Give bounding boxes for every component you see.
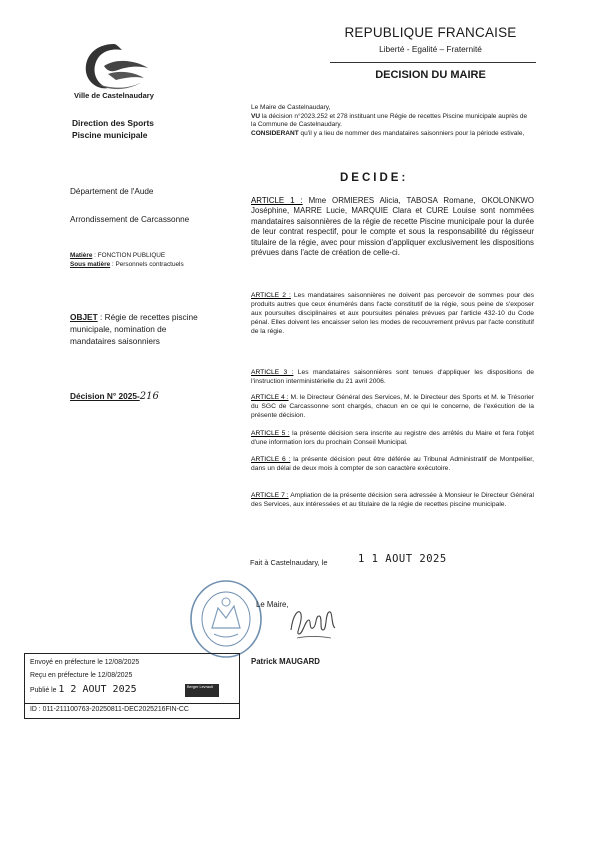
matiere: Matière : FONCTION PUBLIQUE: [70, 252, 166, 259]
article-1: ARTICLE 1 : Mme ORMIERES Alicia, TABOSA Romane, OKOLONKWO Joséphine, MARRE Lucie, MARQUIE Clara et CURE Louise sont nommées mandataires saisonnières de la régie de recette Piscine municipale pour la durée de leur contrat respectif, pour le compte et sous la responsabilité du régisseur titulaire de la régie, avec pour mission d'appliquer exclusivement les dispositions prévues dans l'acte de création de celle-ci.: [251, 196, 534, 258]
article-2: ARTICLE 2 : Les mandataires saisonnières ne doivent pas percevoir de sommes pour des produits autres que ceux énumérés dans l'acte constitutif de la régie, sous peine de s'exposer aux poursuites disciplinaires et aux poursuites pénales prévues par l'article 432-10 du Code pénal. Elles doivent les encaisser selon les modes de recouvrement prévus par l'acte constitutif de la régie.: [251, 292, 534, 335]
service-name: Direction des Sports Piscine municipale: [72, 118, 154, 140]
mayor-signature-icon: [285, 600, 340, 644]
arrondissement: Arrondissement de Carcassonne: [70, 215, 190, 224]
article-3: ARTICLE 3 : Les mandataires saisonnières sont tenues d'appliquer les dispositions de l'instruction interministérielle du 21 avril 2006.: [251, 369, 534, 385]
le-maire-label: Le Maire,: [256, 600, 289, 609]
stamp-badge: Berger Levrault: [185, 684, 219, 697]
article-7: ARTICLE 7 : Ampliation de la présente décision sera adressée à Monsieur le Directeur Général des Services, aux intéressées et au titulaire de la régie de recettes piscine municipale.: [251, 492, 534, 508]
article-6: ARTICLE 6 : la présente décision peut être déférée au Tribunal Administratif de Montpellier, dans un délai de deux mois à compter de son caractère exécutoire.: [251, 456, 534, 472]
town-logo-icon: [74, 40, 164, 94]
article-5: ARTICLE 5 : la présente décision sera inscrite au registre des arrêtés du Maire et fera l'objet d'une information lors du prochain Conseil Municipal.: [251, 430, 534, 446]
stamp-id: ID : 011-211100763-20250811-DEC2025216FIN-CC: [30, 706, 189, 713]
country-title: REPUBLIQUE FRANCAISE: [344, 25, 517, 40]
stamp-envoye: Envoyé en préfecture le 12/08/2025: [30, 659, 140, 666]
decide-heading: DECIDE:: [340, 172, 409, 184]
departement: Département de l'Aude: [70, 187, 154, 196]
sous-matiere: Sous matière : Personnels contractuels: [70, 261, 184, 268]
prefecture-stamp: [24, 653, 240, 719]
mayor-name: Patrick MAUGARD: [251, 657, 320, 666]
town-name: Ville de Castelnaudary: [74, 91, 154, 100]
decision-number: Décision N° 2025-216: [70, 391, 159, 402]
objet: OBJET : Régie de recettes piscine municipale, nomination de mandataires saisonniers: [70, 312, 198, 346]
signature-date: 1 1 AOUT 2025: [358, 553, 447, 565]
header-divider: [330, 62, 536, 63]
preamble: Le Maire de Castelnaudary, VU la décision n°2023.252 et 278 instituant une Régie de recettes Piscine municipale auprès de la Commune de Castelnaudary. CONSIDERANT qu'il y a lieu de nommer des mandataires saisonniers pour la période estivale,: [251, 104, 528, 137]
fait-a: Fait à Castelnaudary, le: [250, 558, 328, 567]
stamp-recu: Reçu en préfecture le 12/08/2025: [30, 672, 133, 679]
national-motto: Liberté - Egalité – Fraternité: [379, 44, 482, 54]
article-4: ARTICLE 4 : M. le Directeur Général des Services, M. le Directeur des Sports et M. le Trésorier du SGC de Carcassonne sont chargés, chacun en ce qui le concerne, de l'exécution de la présente décision.: [251, 394, 534, 419]
stamp-publie: Publié le 1 2 AOUT 2025: [30, 684, 137, 695]
town-seal-icon: [188, 578, 264, 660]
stamp-divider: [25, 703, 239, 704]
document-title: DECISION DU MAIRE: [375, 69, 486, 81]
